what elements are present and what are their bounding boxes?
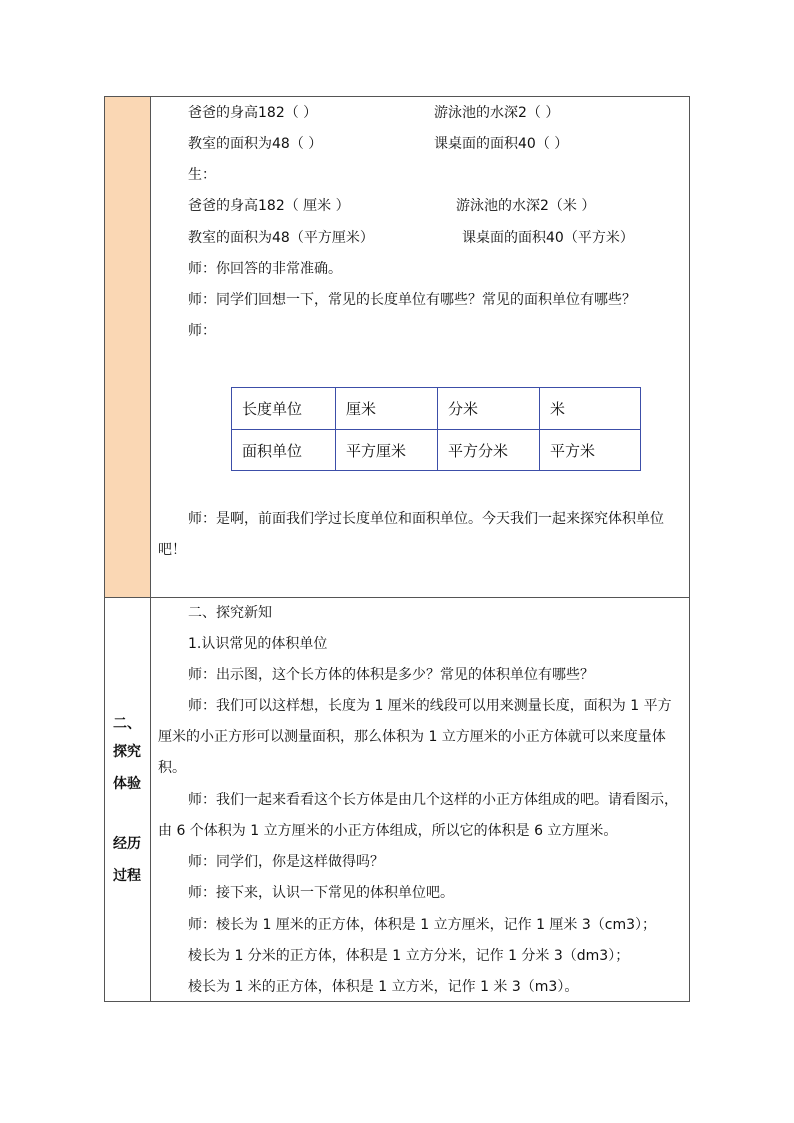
text-line: 厘米的小正方形可以测量面积，那么体积为 1 立方厘米的小正方体就可以来度量体 bbox=[158, 729, 666, 745]
text-line: 游泳池的水深2（ ） bbox=[434, 105, 560, 121]
text-line: 课桌面的面积40（平方米） bbox=[462, 230, 634, 246]
units-cell: 平方厘米 bbox=[346, 442, 407, 460]
row-1-side-cell bbox=[105, 97, 151, 597]
text-line: 师：你回答的非常准确。 bbox=[188, 261, 342, 277]
text-line: 1.认识常见的体积单位 bbox=[188, 636, 328, 652]
text-line: 生： bbox=[188, 167, 216, 183]
text-line: 师：接下来，认识一下常见的体积单位吧。 bbox=[188, 885, 454, 901]
side-label-3: 体验 bbox=[113, 776, 141, 792]
text-line: 教室的面积为48（ ） bbox=[188, 136, 323, 152]
text-line: 师：同学们回想一下，常见的长度单位有哪些？常见的面积单位有哪些？ bbox=[188, 292, 636, 308]
units-cell: 厘米 bbox=[346, 400, 377, 418]
text-line: 师：棱长为 1 厘米的正方体，体积是 1 立方厘米，记作 1 厘米 3（cm3）； bbox=[188, 917, 657, 933]
units-cell: 米 bbox=[550, 400, 566, 418]
text-line: 师： bbox=[188, 323, 216, 339]
units-table-divider bbox=[232, 429, 640, 430]
text-line: 吧！ bbox=[158, 542, 186, 558]
side-label-4: 经历 bbox=[113, 836, 141, 852]
units-cell: 面积单位 bbox=[242, 442, 303, 460]
text-line: 师：同学们，你是这样做得吗？ bbox=[188, 854, 384, 870]
units-cell: 平方分米 bbox=[448, 442, 509, 460]
side-label-1: 二、 bbox=[113, 716, 141, 732]
text-line: 课桌面的面积40（ ） bbox=[434, 136, 569, 152]
units-table bbox=[231, 387, 641, 471]
text-line: 爸爸的身高182（ 厘米 ） bbox=[188, 198, 350, 214]
units-cell: 长度单位 bbox=[242, 400, 303, 418]
text-line: 游泳池的水深2（米 ） bbox=[456, 198, 596, 214]
text-line: 由 6 个体积为 1 立方厘米的小正方体组成，所以它的体积是 6 立方厘米。 bbox=[158, 823, 618, 839]
side-label-2: 探究 bbox=[113, 744, 141, 760]
units-cell: 平方米 bbox=[550, 442, 596, 460]
text-line: 棱长为 1 分米的正方体，体积是 1 立方分米，记作 1 分米 3（dm3）； bbox=[188, 948, 630, 964]
text-line: 二、探究新知 bbox=[188, 605, 272, 621]
text-line: 师：是啊，前面我们学过长度单位和面积单位。今天我们一起来探究体积单位 bbox=[188, 511, 664, 527]
text-line: 教室的面积为48（平方厘米） bbox=[188, 230, 374, 246]
text-line: 爸爸的身高182（ ） bbox=[188, 105, 318, 121]
text-line: 棱长为 1 米的正方体，体积是 1 立方米，记作 1 米 3（m3）。 bbox=[188, 979, 579, 995]
text-line: 师：我们一起来看看这个长方体是由几个这样的小正方体组成的吧。请看图示， bbox=[188, 792, 678, 808]
side-label-5: 过程 bbox=[113, 868, 141, 884]
text-line: 师：我们可以这样想，长度为 1 厘米的线段可以用来测量长度，面积为 1 平方 bbox=[188, 698, 672, 714]
text-line: 师：出示图，这个长方体的体积是多少？常见的体积单位有哪些？ bbox=[188, 667, 594, 683]
row-2-side-cell bbox=[105, 597, 151, 1001]
text-line: 积。 bbox=[158, 760, 186, 776]
units-cell: 分米 bbox=[448, 400, 479, 418]
